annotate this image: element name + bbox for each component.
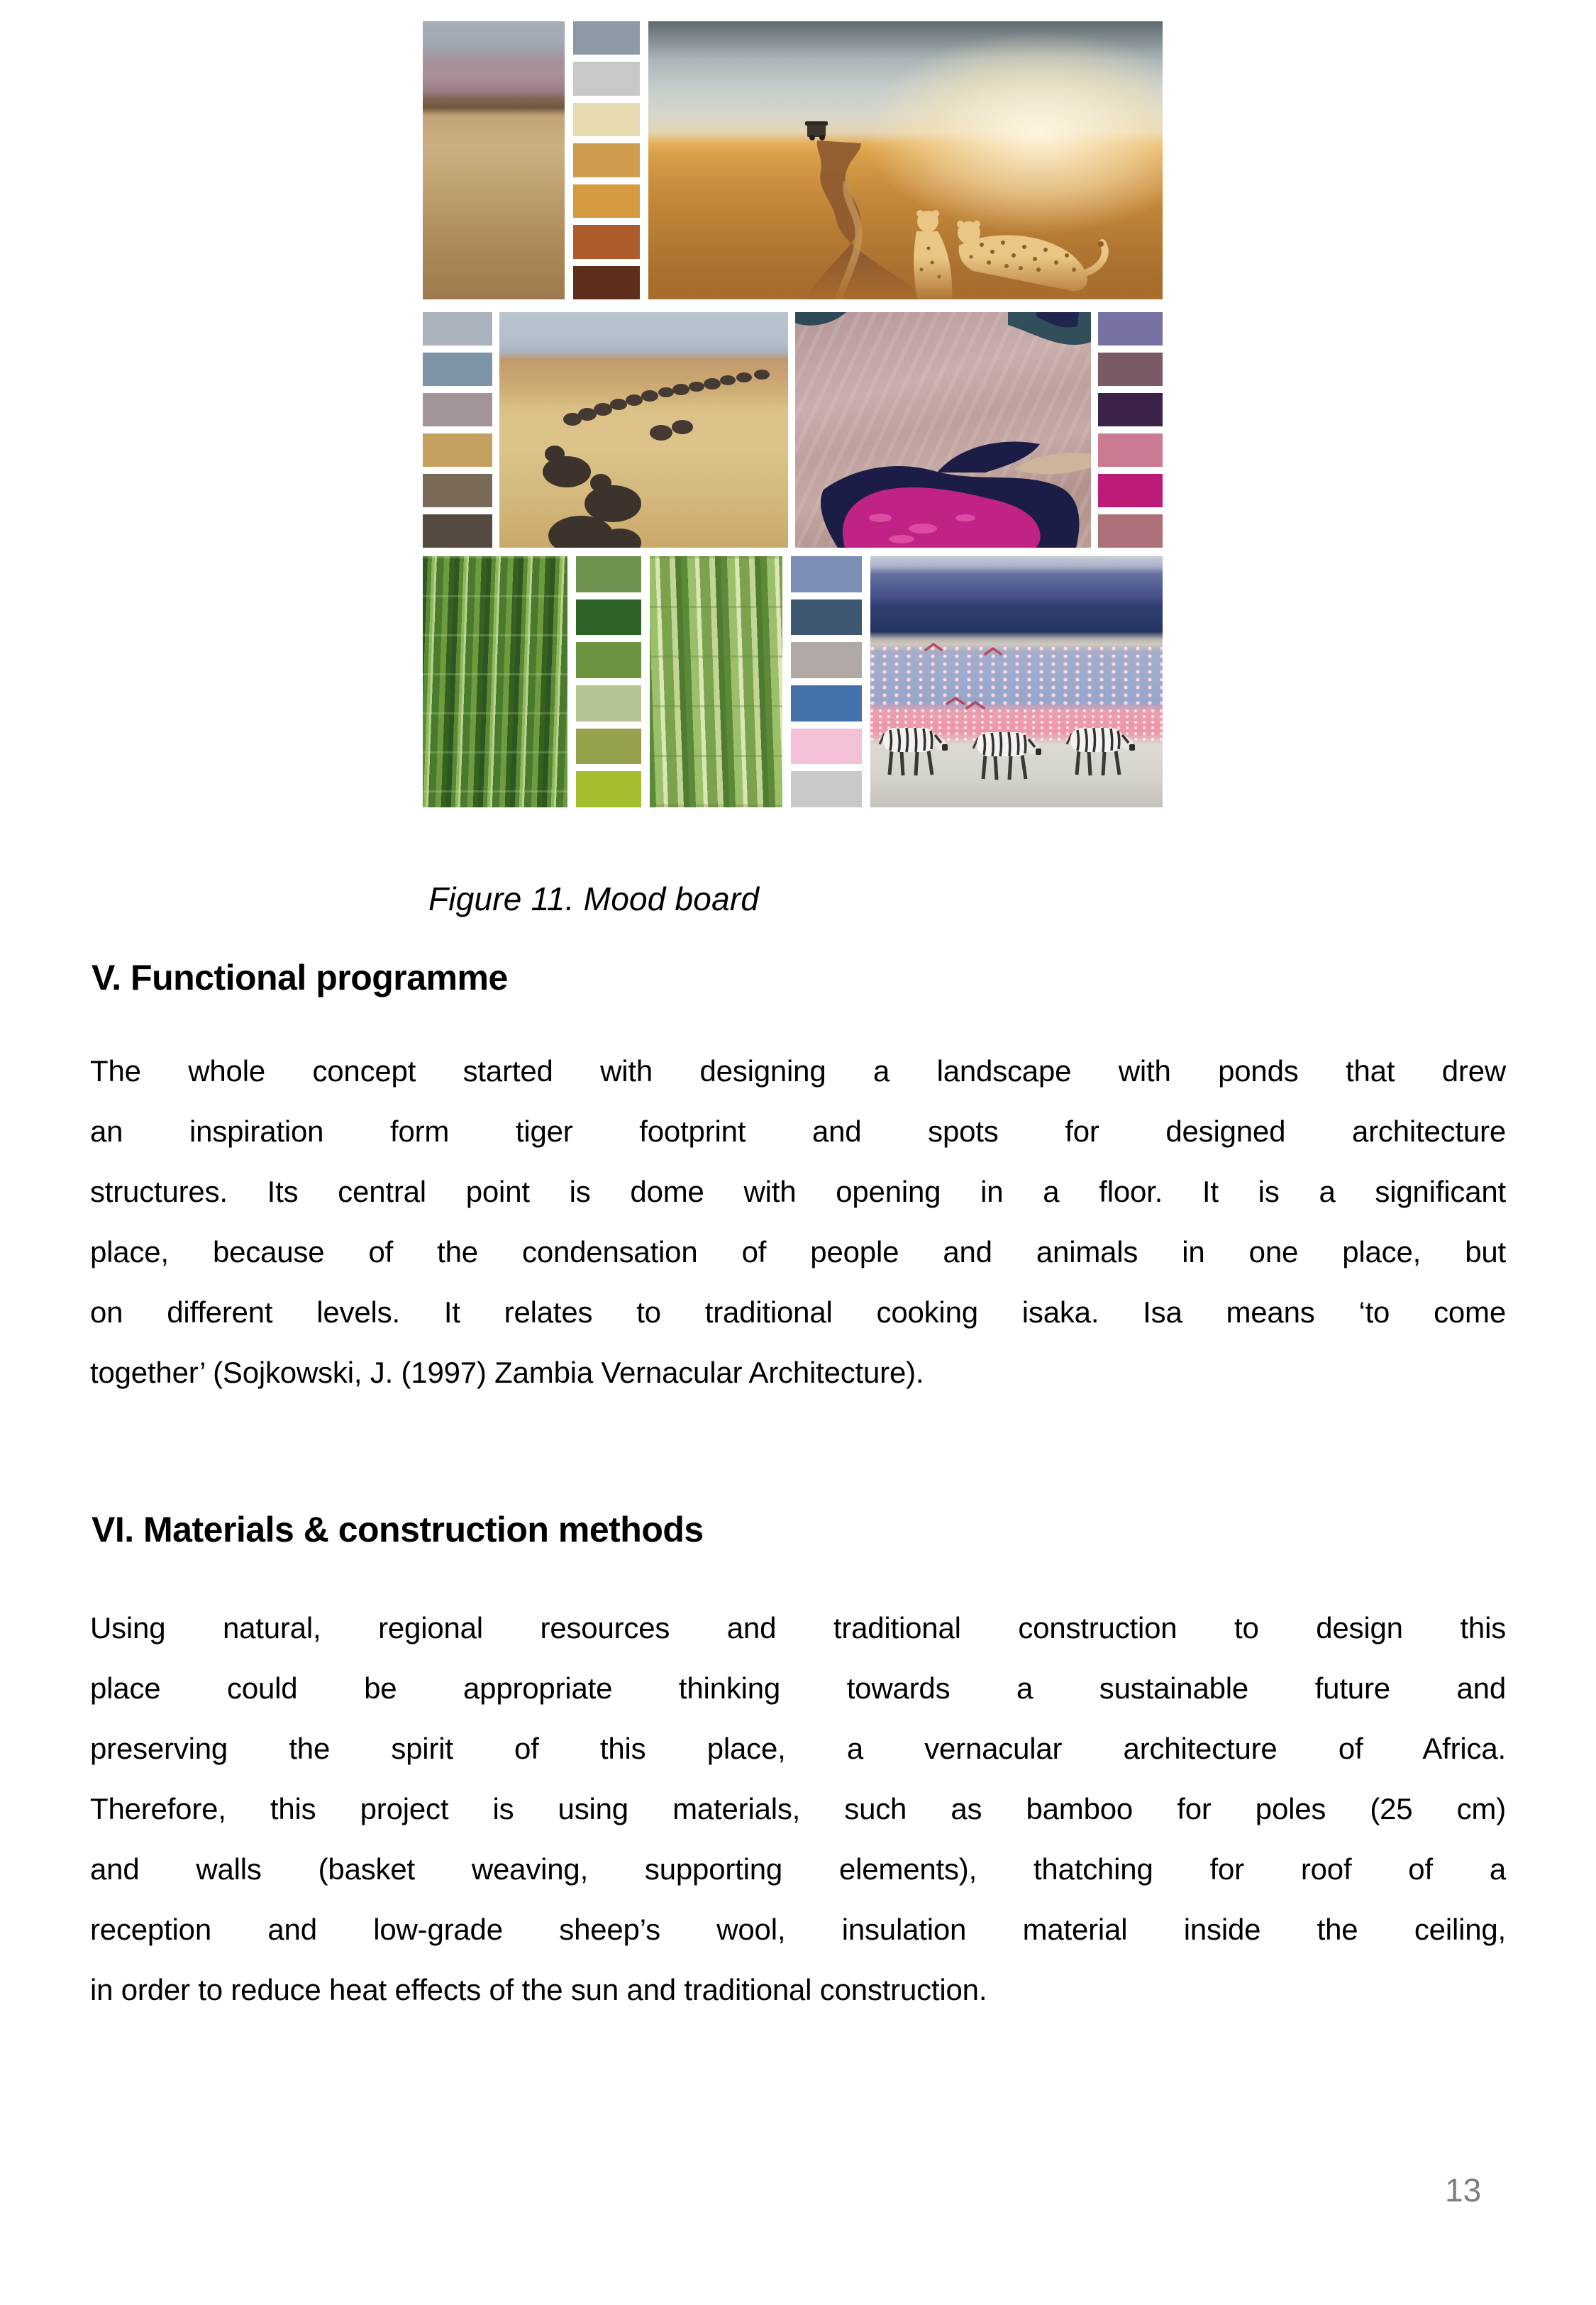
plains-color-palette [423,312,492,548]
color-swatch [1098,474,1163,507]
color-swatch [423,312,492,346]
wildebeest-foreground [543,446,641,548]
paragraph-line: structures. Its central point is dome with opening in a floor. It is a significant [90,1175,1506,1208]
mood-board-row-2 [423,312,1163,548]
color-swatch [576,685,641,722]
color-swatch [1098,353,1163,386]
section-heading-functional-programme: V. Functional programme [92,958,508,997]
flamingo-lake-photo [870,556,1163,807]
color-swatch [1098,393,1163,426]
paragraph-line: The whole concept started with designing a landscape with ponds that drew [90,1054,1506,1088]
color-swatch [573,266,640,299]
flamingo-color-palette [791,556,862,807]
color-swatch [573,103,640,136]
dirt-road [806,140,931,299]
color-swatch [573,62,640,95]
paragraph-line: preserving the spirit of this place, a vernacular architecture of Africa. [90,1732,1506,1765]
figure-caption: Figure 11. Mood board [428,880,760,917]
savanna-color-palette [573,21,640,299]
section-heading-materials-construction: VI. Materials & construction methods [92,1510,704,1549]
paragraph-line: an inspiration form tiger footprint and spots for designed architecture [90,1115,1506,1148]
color-swatch [1098,312,1163,346]
wildebeest-herd-line [563,370,770,441]
paragraph-line: place could be appropriate thinking towards a sustainable future and [90,1671,1506,1705]
color-swatch [1098,514,1163,548]
materials-construction-paragraph [90,1598,1506,2020]
paragraph-line: Therefore, this project is using materials, such as bamboo for poles (25 cm) [90,1792,1506,1825]
mood-board-row-1 [423,21,1163,299]
paragraph-line: reception and low-grade sheep’s wool, insulation material inside the ceiling, [90,1913,1506,1946]
color-swatch [791,556,862,592]
paragraph-line: in order to reduce heat effects of the sun and traditional construction. [90,1973,987,2006]
color-swatch [573,225,640,258]
color-swatch [1098,433,1163,467]
page-number: 13 [1445,2172,1482,2209]
mood-board-row-3 [423,556,1163,807]
safari-vehicle [805,121,828,140]
color-swatch [576,642,641,678]
functional-programme-paragraph [90,1041,1506,1403]
color-swatch [791,685,862,722]
cheetah-pair [914,210,1104,299]
bamboo-forest-photo [423,556,567,807]
lake-color-palette [1098,312,1163,548]
bamboo-color-palette [576,556,641,807]
paragraph-line: Using natural, regional resources and traditional construction to design this [90,1611,1506,1645]
color-swatch [573,21,640,55]
mood-board-figure [423,21,1163,807]
pink-lake-photo [795,312,1091,548]
color-swatch [573,184,640,218]
savanna-grassland-photo [423,21,565,299]
color-swatch [791,729,862,765]
color-swatch [791,642,862,678]
color-swatch [576,729,641,765]
safari-road-photo [648,21,1163,299]
color-swatch [791,771,862,807]
color-swatch [423,353,492,386]
color-swatch [791,599,862,636]
flying-flamingos [926,644,1001,708]
color-swatch [576,771,641,807]
paragraph-line: on different levels. It relates to traditional cooking isaka. Isa means ‘to come [90,1295,1506,1329]
bamboo-stalks-photo [650,556,782,807]
color-swatch [573,143,640,177]
color-swatch [423,514,492,548]
color-swatch [576,556,641,592]
wildebeest-herd-photo [499,312,788,548]
paragraph-line: place, because of the condensation of people and animals in one place, but [90,1235,1506,1268]
color-swatch [576,599,641,636]
paragraph-line: and walls (basket weaving, supporting elements), thatching for roof of a [90,1852,1506,1886]
zebra-group [880,728,1135,780]
color-swatch [423,433,492,467]
paragraph-line: together’ (Sojkowski, J. (1997) Zambia Vernacular Architecture). [90,1356,924,1389]
color-swatch [423,393,492,426]
color-swatch [423,474,492,507]
